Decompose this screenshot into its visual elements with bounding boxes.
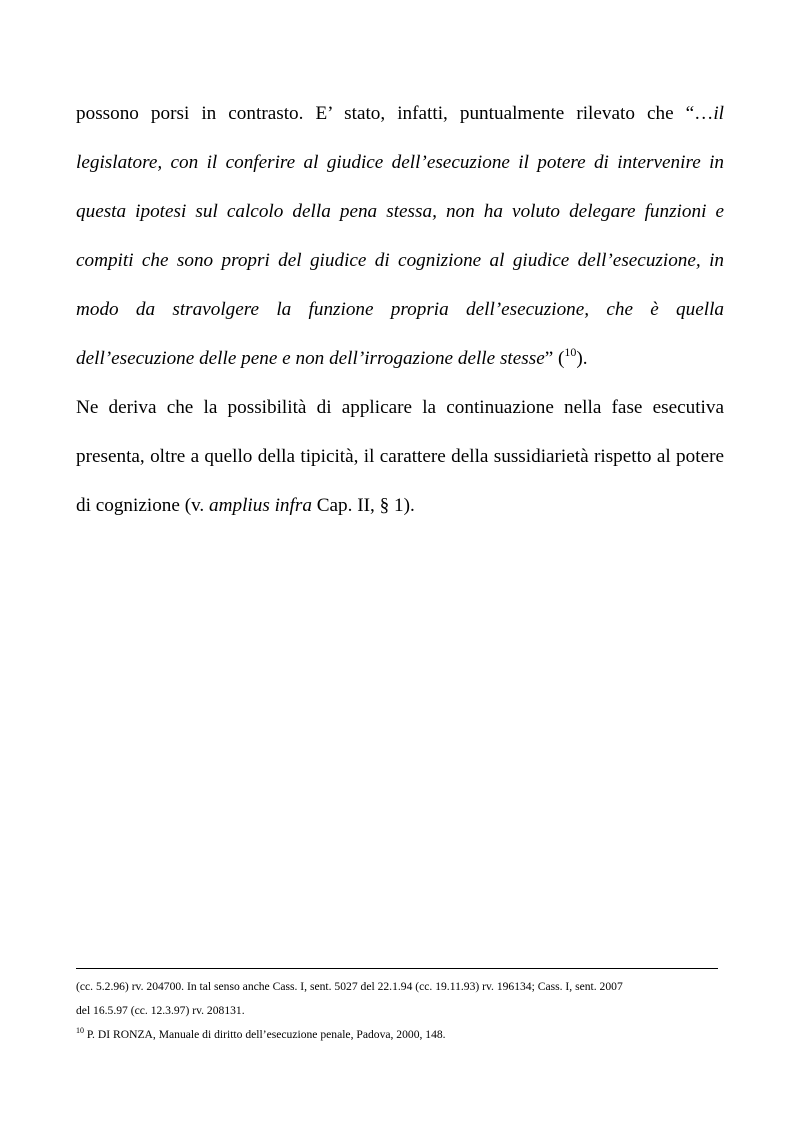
paragraph-1-tail: ). <box>576 348 588 369</box>
footnote-10 <box>76 1023 724 1047</box>
paragraph-1-close: ” ( <box>544 348 565 369</box>
footnote-continued-line-1: (cc. 5.2.96) rv. 204700. In tal senso anche Cass. I, sent. 5027 del 22.1.94 (cc. 19.11.93) rv. 196134; Cass. I, sent. 2007 <box>76 980 623 993</box>
paragraph-2-emphasis: amplius infra <box>209 495 312 516</box>
footnotes <box>76 975 724 1047</box>
body-text <box>76 89 724 530</box>
footnote-10-number: 10 <box>76 1026 84 1035</box>
paragraph-2-text-a: Ne deriva che la possibilità di applicare la continuazione nella fase esecutiva presenta, oltre a quello della tipicità, il carattere della sussidiarietà rispetto al potere di cognizione (v. <box>76 397 724 516</box>
paragraph-2-text-b: Cap. II, § 1). <box>311 495 415 516</box>
footnote-ref-10[interactable]: 10 <box>564 345 577 359</box>
paragraph-1 <box>76 89 724 383</box>
paragraph-1-quote: il legislatore, con il conferire al giudice dell’esecuzione il potere di intervenire in questa ipotesi sul calcolo della pena stessa, non ha voluto delegare funzioni e compiti che sono propri del giudice di cognizione al giudice dell’esecuzione, in modo da stravolgere la funzione propria dell’esecuzione, che è quella dell’esecuzione delle pene e non dell’irrogazione delle stesse <box>76 103 724 369</box>
footnote-10-text: P. DI RONZA, Manuale di diritto dell’esecuzione penale, Padova, 2000, 148. <box>84 1028 446 1041</box>
paragraph-1-lead: possono porsi in contrasto. E’ stato, infatti, puntualmente rilevato che “… <box>76 103 714 124</box>
paragraph-2 <box>76 383 724 530</box>
footnote-continued-line-2: del 16.5.97 (cc. 12.3.97) rv. 208131. <box>76 1004 245 1017</box>
footnote-divider <box>76 968 718 969</box>
